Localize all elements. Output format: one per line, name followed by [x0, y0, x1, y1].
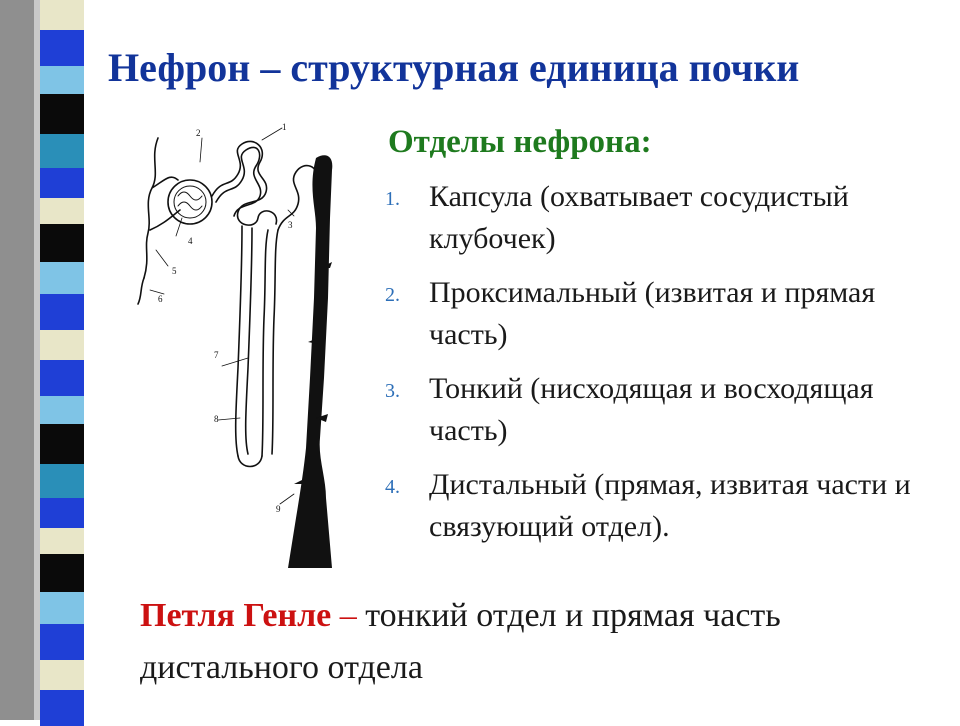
list-item-number: 1. [385, 188, 400, 210]
stripe-band [40, 360, 84, 396]
list-item-number: 3. [385, 380, 400, 402]
henle-loop-term: Петля Генле [140, 597, 332, 634]
figure-label: 2 [196, 128, 201, 138]
glomerulus [168, 180, 212, 224]
stripe-band [40, 168, 84, 198]
figure-label: 8 [214, 414, 219, 424]
henle-loop-text: тонкий отдел и прямая часть дистального отдела [140, 597, 781, 686]
stripe-band [40, 330, 84, 360]
figure-label: 7 [214, 350, 219, 360]
figure-label: 6 [158, 294, 163, 304]
stripe-band [40, 624, 84, 660]
collecting-duct [288, 155, 332, 568]
stripe-gap [84, 0, 120, 720]
figure-label: 4 [188, 236, 193, 246]
stripe-band [40, 94, 84, 134]
list-item [385, 176, 925, 260]
list-item-text: Проксимальный (извитая и прямая часть) [429, 276, 876, 351]
stripe-edge [0, 0, 34, 720]
stripe-band [40, 528, 84, 554]
stripe-band [40, 396, 84, 424]
list-item [385, 464, 925, 548]
stripe-band [40, 66, 84, 94]
stripe-band [40, 0, 84, 30]
figure-label: 3 [288, 220, 293, 230]
henle-loop-definition [140, 590, 940, 694]
list-item-text: Дистальный (прямая, извитая части и связующий отдел). [429, 468, 911, 543]
stripe-band [40, 424, 84, 464]
stripe-band [40, 30, 84, 66]
page-title: Нефрон – структурная единица почки [108, 45, 800, 90]
stripe-band [40, 660, 84, 690]
list-item [385, 272, 925, 356]
stripe-band [40, 198, 84, 224]
nephron-diagram [130, 118, 360, 574]
stripe-band [40, 224, 84, 262]
decorative-stripe-bar [0, 0, 120, 720]
stripe-band [40, 592, 84, 624]
stripe-band [40, 294, 84, 330]
descending-limb [236, 226, 242, 456]
figure-label: 1 [282, 122, 287, 132]
list-item-number: 2. [385, 284, 400, 306]
list-item [385, 368, 925, 452]
figure-label: 5 [172, 266, 177, 276]
stripe-band [40, 498, 84, 528]
sections-heading: Отделы нефрона: [388, 124, 652, 160]
definition-dash: – [331, 597, 366, 634]
proximal-tubule [212, 141, 277, 225]
stripe-band [40, 464, 84, 498]
list-item-text: Капсула (охватывает сосудистый клубочек) [429, 180, 849, 255]
sections-list [385, 176, 925, 560]
figure-label: 9 [276, 504, 281, 514]
stripe-band [40, 554, 84, 592]
stripe-band [40, 690, 84, 726]
list-item-text: Тонкий (нисходящая и восходящая часть) [429, 372, 874, 447]
stripe-band [40, 134, 84, 168]
list-item-number: 4. [385, 476, 400, 498]
loop-of-henle [238, 456, 262, 467]
stripe-band [40, 262, 84, 294]
